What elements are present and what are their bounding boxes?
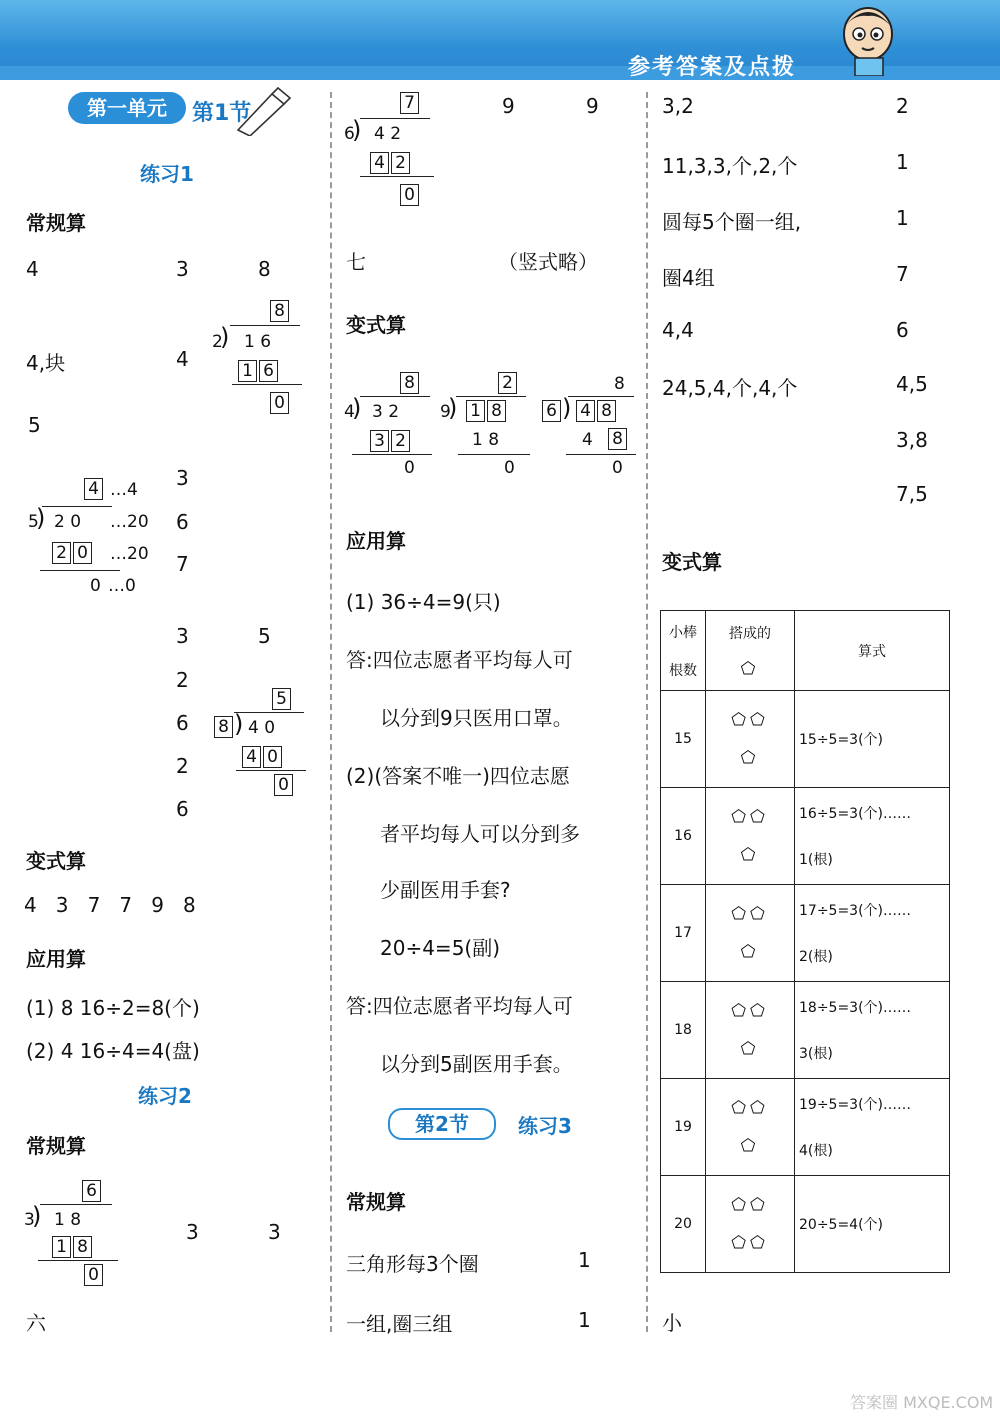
c3-left-1: 3,2 bbox=[662, 94, 694, 118]
quotient-box: 8 bbox=[270, 300, 289, 322]
side2-b: 5 bbox=[258, 624, 271, 648]
divisor-box: 6 bbox=[542, 400, 561, 422]
pencil-icon bbox=[232, 86, 292, 136]
c3-right-2: 1 bbox=[896, 150, 909, 174]
remainder-box: 0 bbox=[274, 774, 293, 796]
division-42-by-6: 7 6 ) 4 2 4 2 0 bbox=[344, 92, 454, 212]
division-18-by-3: 6 3 ) 1 8 1 8 0 bbox=[24, 1180, 124, 1290]
pentagon-icon: ⬠ bbox=[740, 942, 760, 962]
quotient-box: 8 bbox=[400, 372, 419, 394]
product-box: 2 bbox=[52, 542, 71, 564]
dividend: 3 2 bbox=[372, 402, 400, 422]
division-48-by-6: 8 6 ) 4 8 4 8 0 bbox=[540, 372, 640, 482]
variant-heading-2: 变式算 bbox=[346, 313, 406, 337]
pentagon-icon: ⬠ bbox=[740, 658, 760, 679]
product-box: 4 bbox=[242, 746, 261, 768]
side1-a: 3 bbox=[176, 466, 189, 490]
unit-badge: 第一单元 bbox=[68, 92, 186, 124]
note: …4 bbox=[110, 480, 138, 500]
remainder: 0 bbox=[90, 576, 101, 596]
remainder-box: 0 bbox=[400, 184, 419, 206]
pentagon-icon: ⬠⬠ bbox=[731, 710, 769, 730]
remainder: 0 bbox=[612, 458, 623, 478]
remainder: 0 bbox=[404, 458, 415, 478]
product: 4 bbox=[582, 430, 593, 450]
quotient: 8 bbox=[614, 374, 625, 394]
apply-answer-1: (1) 8 16÷2=8(个) bbox=[26, 996, 200, 1020]
table-row: 20 ⬠⬠ ⬠⬠ 20÷5=4(个) bbox=[661, 1176, 950, 1273]
header-formula: 算式 bbox=[795, 611, 950, 691]
divisor: 5 bbox=[28, 512, 39, 532]
routine-heading-3: 常规算 bbox=[346, 1190, 406, 1214]
pentagon-icon: ⬠⬠ bbox=[731, 1001, 769, 1021]
pentagon-icon: ⬠⬠ bbox=[731, 1098, 769, 1118]
pentagon-icon: ⬠ bbox=[740, 1039, 760, 1059]
dividend: 2 0 bbox=[54, 512, 82, 532]
division-16-by-2: 8 2 ) 1 6 1 6 0 bbox=[212, 300, 312, 420]
apply-heading-1: 应用算 bbox=[26, 947, 86, 971]
section-2-badge: 第2节 bbox=[388, 1108, 496, 1140]
remainder-box: 0 bbox=[84, 1264, 103, 1286]
variant-heading-1: 变式算 bbox=[26, 849, 86, 873]
answer-r3: 5 bbox=[28, 413, 41, 437]
dividend-box: 1 bbox=[466, 400, 485, 422]
dividend-box: 4 bbox=[576, 400, 595, 422]
table-row: 17 ⬠⬠ ⬠ 17÷5=3(个)…… 2(根) bbox=[661, 885, 950, 982]
note: …0 bbox=[108, 576, 136, 596]
side2-a: 3 bbox=[176, 624, 189, 648]
product-box: 0 bbox=[73, 542, 92, 564]
apply-line-6: 少副医用手套? bbox=[380, 878, 511, 902]
bottom-val-a: 3 bbox=[186, 1220, 199, 1244]
answer-six: 六 bbox=[26, 1311, 46, 1335]
side3-c: 2 bbox=[176, 754, 189, 778]
c3-right-5: 6 bbox=[896, 318, 909, 342]
routine-heading-2: 常规算 bbox=[26, 1134, 86, 1158]
dividend: 4 2 bbox=[374, 124, 402, 144]
tri-line-2: 一组,圈三组 bbox=[346, 1312, 453, 1336]
product-box: 2 bbox=[391, 152, 410, 174]
c3-left-6: 24,5,4,个,4,个 bbox=[662, 376, 798, 400]
tri-line-2-val: 1 bbox=[578, 1308, 591, 1332]
c3-right-6: 4,5 bbox=[896, 372, 928, 396]
exercise-1-title: 练习1 bbox=[140, 162, 194, 186]
side1-c: 7 bbox=[176, 552, 189, 576]
table-row: 18 ⬠⬠ ⬠ 18÷5=3(个)…… 3(根) bbox=[661, 982, 950, 1079]
divisor-box: 8 bbox=[214, 716, 233, 738]
answer-r2-b: 4 bbox=[176, 347, 189, 371]
c3-right-3: 1 bbox=[896, 206, 909, 230]
c3-right-1: 2 bbox=[896, 94, 909, 118]
remainder-box: 0 bbox=[270, 392, 289, 414]
pentagon-icon: ⬠ bbox=[740, 845, 760, 865]
apply-answer-2: (2) 4 16÷4=4(盘) bbox=[26, 1039, 200, 1063]
product-box: 6 bbox=[259, 360, 278, 382]
quotient-box: 5 bbox=[272, 688, 291, 710]
dividend: 1 8 bbox=[54, 1210, 82, 1230]
exercise-3-title: 练习3 bbox=[518, 1114, 572, 1138]
dividend: 1 6 bbox=[244, 332, 272, 352]
division-20-by-5: 4 …4 5 ) 2 0 …20 2 0 …20 0 …0 bbox=[28, 479, 149, 596]
c3-left-4: 圈4组 bbox=[662, 266, 715, 290]
routine-heading-1: 常规算 bbox=[26, 211, 86, 235]
stick-pentagon-table bbox=[660, 610, 950, 1273]
watermark-logo: 答案圈 MXQE.COM bbox=[850, 1393, 994, 1412]
divisor: 4 bbox=[344, 402, 355, 422]
apply-heading-2: 应用算 bbox=[346, 529, 406, 553]
pentagon-icon: ⬠⬠ bbox=[731, 1233, 769, 1253]
division-40-by-8: 5 8 ) 4 0 4 0 0 bbox=[214, 688, 314, 798]
header-formed: 搭成的 ⬠ bbox=[706, 611, 795, 691]
apply-line-3: 以分到9只医用口罩。 bbox=[380, 706, 573, 730]
apply-line-1: (1) 36÷4=9(只) bbox=[346, 590, 501, 614]
product-box: 0 bbox=[263, 746, 282, 768]
answer-r1-a: 4 bbox=[26, 257, 39, 281]
c3-left-2: 11,3,3,个,2,个 bbox=[662, 154, 798, 178]
product-box: 4 bbox=[370, 152, 389, 174]
product-box: 1 bbox=[52, 1236, 71, 1258]
top-val-a: 9 bbox=[502, 94, 515, 118]
pentagon-icon: ⬠⬠ bbox=[731, 807, 769, 827]
side3-b: 6 bbox=[176, 711, 189, 735]
dividend-box: 8 bbox=[487, 400, 506, 422]
quotient-box: 6 bbox=[82, 1180, 101, 1202]
side1-b: 6 bbox=[176, 510, 189, 534]
pentagon-icon: ⬠⬠ bbox=[731, 904, 769, 924]
c3-left-5: 4,4 bbox=[662, 318, 694, 342]
divisor: 3 bbox=[24, 1210, 35, 1230]
division-18-by-9: 2 9 ) 1 8 1 8 0 bbox=[440, 372, 540, 482]
pentagon-icon: ⬠ bbox=[740, 748, 760, 768]
variant-values: 4 3 7 7 9 8 bbox=[24, 893, 196, 917]
bottom-val-b: 3 bbox=[268, 1220, 281, 1244]
tri-line-1-val: 1 bbox=[578, 1248, 591, 1272]
division-32-by-4: 8 4 ) 3 2 3 2 0 bbox=[344, 372, 444, 482]
divisor: 6 bbox=[344, 124, 355, 144]
table-row: 15 ⬠⬠ ⬠ 15÷5=3(个) bbox=[661, 691, 950, 788]
answer-r1-b: 3 bbox=[176, 257, 189, 281]
variant-heading-3: 变式算 bbox=[662, 550, 722, 574]
table-row: 16 ⬠⬠ ⬠ 16÷5=3(个)…… 1(根) bbox=[661, 788, 950, 885]
mascot-icon bbox=[835, 4, 905, 76]
c3-left-3: 圆每5个圈一组, bbox=[662, 210, 802, 234]
product-box: 1 bbox=[238, 360, 257, 382]
quotient-box: 4 bbox=[84, 478, 103, 500]
product: 1 8 bbox=[472, 430, 500, 450]
header-title: 参考答案及点拨 bbox=[628, 55, 797, 80]
column-divider-2 bbox=[646, 92, 648, 1332]
pentagon-icon: ⬠ bbox=[740, 1136, 760, 1156]
pentagon-icon: ⬠⬠ bbox=[731, 1195, 769, 1215]
dividend-box: 8 bbox=[597, 400, 616, 422]
product-box: 2 bbox=[391, 430, 410, 452]
note: …20 bbox=[110, 512, 149, 532]
page-header bbox=[0, 0, 1000, 80]
product-box: 8 bbox=[608, 428, 627, 450]
answer-small: 小 bbox=[662, 1311, 682, 1335]
product-box: 8 bbox=[73, 1236, 92, 1258]
apply-line-9: 以分到5副医用手套。 bbox=[380, 1052, 573, 1076]
side3-d: 6 bbox=[176, 797, 189, 821]
header-stick-count: 小棒 根数 bbox=[661, 611, 706, 691]
divisor: 2 bbox=[212, 332, 223, 352]
section-title: 第1节 bbox=[192, 101, 252, 126]
remainder: 0 bbox=[504, 458, 515, 478]
c3-right-4: 7 bbox=[896, 262, 909, 286]
table-row: 19 ⬠⬠ ⬠ 19÷5=3(个)…… 4(根) bbox=[661, 1079, 950, 1176]
omit-note: （竖式略） bbox=[498, 250, 598, 274]
answer-r1-c: 8 bbox=[258, 257, 271, 281]
side3-a: 2 bbox=[176, 668, 189, 692]
tri-line-1: 三角形每3个圈 bbox=[346, 1252, 479, 1276]
divisor: 9 bbox=[440, 402, 451, 422]
apply-line-5: 者平均每人可以分到多 bbox=[380, 822, 580, 846]
c3-right-8: 7,5 bbox=[896, 482, 928, 506]
apply-line-4: (2)(答案不唯一)四位志愿 bbox=[346, 764, 570, 788]
note: …20 bbox=[110, 544, 149, 564]
top-val-b: 9 bbox=[586, 94, 599, 118]
quotient-box: 2 bbox=[498, 372, 517, 394]
c3-right-7: 3,8 bbox=[896, 428, 928, 452]
quotient-box: 7 bbox=[400, 92, 419, 114]
product-box: 3 bbox=[370, 430, 389, 452]
apply-line-2: 答:四位志愿者平均每人可 bbox=[346, 648, 573, 672]
apply-line-7: 20÷4=5(副) bbox=[380, 936, 501, 960]
apply-line-8: 答:四位志愿者平均每人可 bbox=[346, 994, 573, 1018]
answer-r2-a: 4,块 bbox=[26, 351, 66, 375]
exercise-2-title: 练习2 bbox=[138, 1084, 192, 1108]
dividend: 4 0 bbox=[248, 718, 276, 738]
column-divider-1 bbox=[330, 92, 332, 1332]
answer-seven: 七 bbox=[346, 250, 366, 274]
